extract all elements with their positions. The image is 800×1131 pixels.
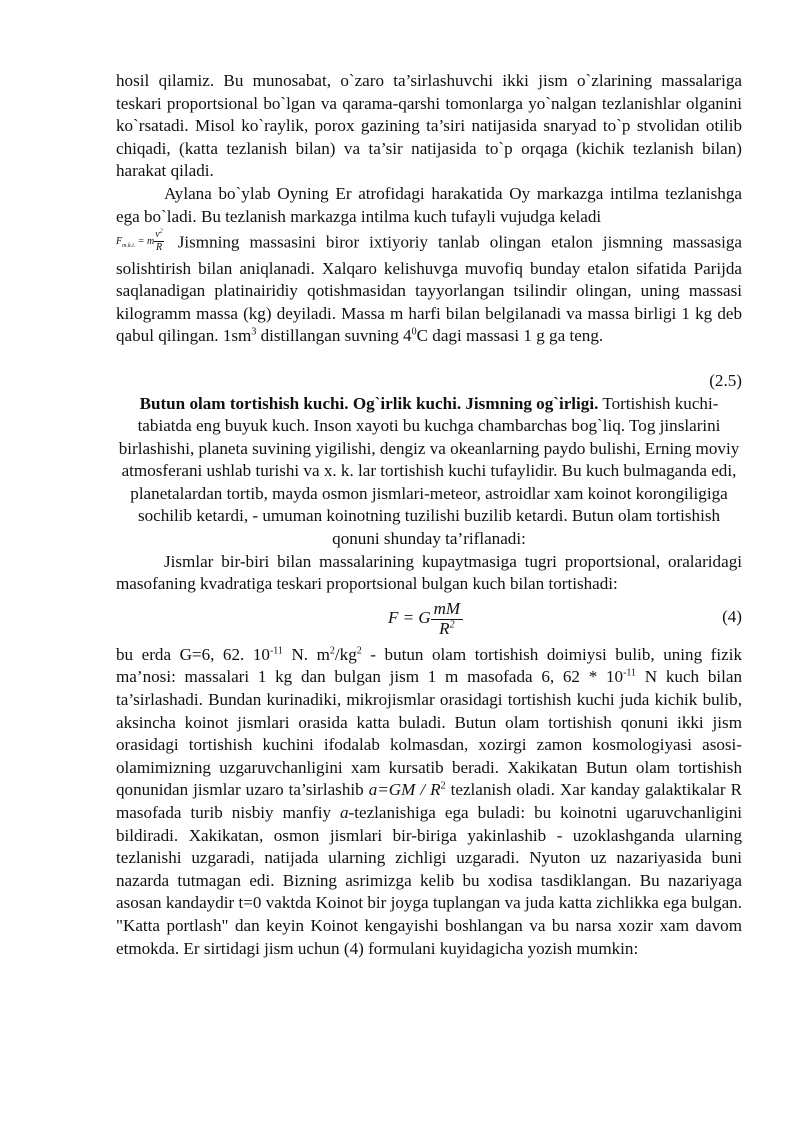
equation-number-2-5: (2.5) [709, 370, 742, 390]
section-paragraph: Butun olam tortishish kuchi. Og`irlik kuchi. Jismning og`irligi. Tortishish kuchi- tabiatda eng buyuk kuch. Inson xayoti bu kuchga chambarchas bog`liq. Tog jinslarini birlashishi, planeta suvining yigilishi, dengiz va okeanlarning paydo bulishi, Erning moviy atmosferani ushlab turishi va x. k. lar tortishish kuchi tufaylidir. Bu kuch bulmaganda edi, planetalardan tortib, mayda osmon jismlari-meteor, astroidlar xam koinot korongiligiga sochilib ketardi, - umuman koinotning tuzilishi buzilib ketardi. Butun olam tortishish qonuni shunday ta’riflanadi: [118, 393, 740, 549]
gravitation-formula: F = G $\frac{mM}{R^2}$ (4) [388, 598, 742, 638]
paragraph-5: Jismlar bir-biri bilan massalarining kupaytmasiga tugri proportsional, oralaridagi masofaning kvadratiga teskari proportsional bulgan kuch bilan tortishadi: [116, 551, 742, 594]
paragraph-2: Aylana bo`ylab Oyning Er atrofidagi harakatida Oy markazga intilma tezlanishga ega bo`ladi. Bu tezlanish markazga intilma kuch tufayli vujudga keladi [116, 183, 742, 226]
equation-number-4: (4) [722, 606, 742, 626]
paragraph-1: hosil qilamiz. Bu munosabat, o`zaro ta’sirlashuvchi ikki jism o`zlarining massalariga teskari proportsional bo`lgan va qarama-qarshi tomonlarga yo`nalgan tezlanishlar olganini ko`rsatadi. Misol ko`raylik, porox gazining ta’siri natijasida snaryad to`p stvolidan otilib chiqadi, (katta tezlanish bilan) va ta’sir natijasida to`p orqaga (kichik tezlanish bilan) harakat qiladi. [116, 71, 742, 181]
document-page [116, 70, 742, 960]
paragraph-6: bu erda G=6, 62. $10^{-11}$ N. $m^2/kg^2$ - butun olam tortishish doimiysi bulib, uning fizik ma’nosi: massalari 1 kg dan bulgan jism 1 m masofada 6, $62 * 10^{-11}$ N kuch bilan ta’sirlashadi. Bundan kurinadiki, mikrojismlar orasidagi tortishish kuchi juda kichik bulib, aksincha koinot jismlari orasida katta buladi. Butun olam tortishish qonuni ikki jism orasidagi tortishish kuchini ifodalab kolmasdan, xozirgi zamon kosmologiyasi asosi-olamimizning uzgaruvchanligini xam kursatib beradi. Xakikatan Butun olam tortishish qonunidan jismlar uzaro ta’sirlashib $a=GM / R^2$ tezlanish oladi. Xar kanday galaktikalar R masofada turib nisbiy manfiy a-tezlanishiga ega buladi: bu koinotni ugaruvchanligini bildiradi. Xakikatan, osmon jismlari bir-biriga yakinlashib - uzoklashganda ularning tezlanishi uzgaradi, natijada ularning zichligi uzgaradi. Nyuton uz nazariyasida buni nazarda tutmagan edi. Bizning asrimizga kelib bu xodisa tasdiklangan. Bu nazariyaga asosan kandaydir t=0 vaktda Koinot bir joyga tuplangan va juda katta zichlikka ega bulgan. "Katta portlash" dan keyin Koinot kengayishi boshlangan va bu narsa xozir xam davom etmokda. Er sirtidagi jism uchun (4) formulani kuyidagicha yozish mumkin: [116, 644, 743, 958]
paragraph-3: $F_{m.k.i.} = m$ $\frac{v^2}{R}$ Jismning massasini biror ixtiyoriy tanlab olingan etalon jismning massasiga solishtirish bilan aniqlanadi. Xalqaro kelishuvga muvofiq bunday etalon sifatida Parijda saqlanadigan platinairidiy qotishmasidan tayyorlangan tsilindir olingan, uning massasi kilogramm massa (kg) deyiladi. Massa m harfi bilan belgilanadi va massa birligi 1 kg deb qabul qilingan. $1sm^3$ distillangan suvning $4^0C$ dagi massasi 1 g ga teng. [116, 228, 742, 346]
centripetal-force-formula: $F_{m.k.i.} = m$ $\frac{v^2}{R}$ [116, 228, 163, 254]
section-heading: Butun olam tortishish kuchi. Og`irlik kuchi. Jismning og`irligi. [139, 393, 599, 413]
